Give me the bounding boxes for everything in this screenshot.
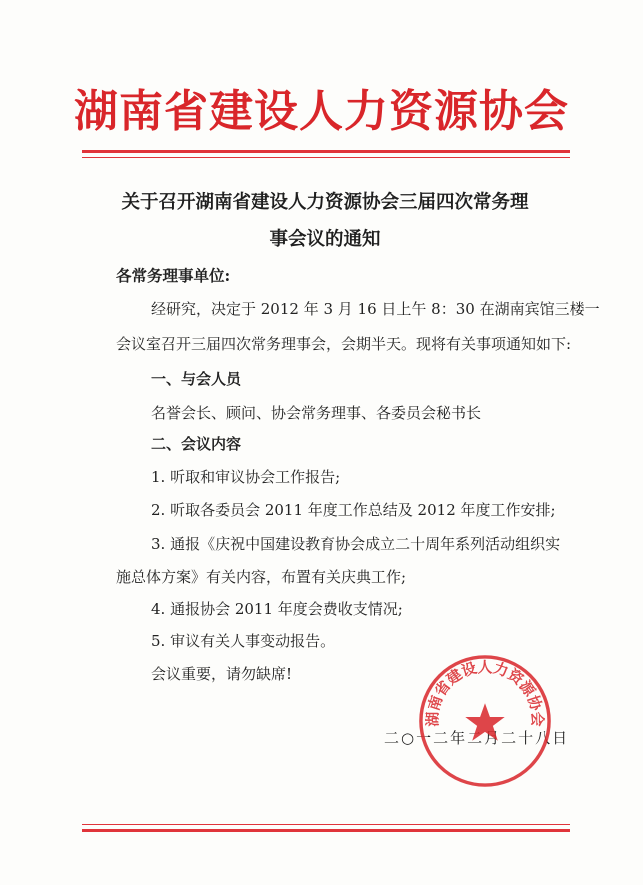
letterhead-divider-thick: [82, 150, 570, 153]
notice-title-line-2: 事会议的通知: [269, 229, 381, 250]
agenda-item-3-continued: 施总体方案》有关内容，布置有关庆典工作;: [116, 568, 407, 586]
intro-line-2: 会议室召开三届四次常务理事会，会期半天。现将有关事项通知如下:: [116, 335, 572, 353]
issue-date: 二○一二年二月二十八日: [384, 729, 570, 747]
agenda-item-3: 3. 通报《庆祝中国建设教育协会成立二十周年系列活动组织实: [151, 535, 561, 553]
seal-star-icon: [465, 703, 504, 740]
attendees-list: 名誉会长、顾问、协会常务理事、各委员会秘书长: [151, 404, 482, 422]
notice-title-line-1: 关于召开湖南省建设人力资源协会三届四次常务理: [121, 192, 529, 213]
seal-text: 湖南省建设人力资源协会: [424, 658, 546, 727]
org-letterhead: 湖南省建设人力资源协会: [74, 86, 569, 137]
salutation: 各常务理事单位:: [116, 266, 231, 285]
section-heading-agenda: 二、会议内容: [151, 435, 242, 453]
footer-divider-thin: [82, 824, 570, 825]
agenda-item-2: 2. 听取各委员会 2011 年度工作总结及 2012 年度工作安排;: [151, 501, 556, 519]
official-seal: [416, 652, 554, 790]
closing-remark: 会议重要，请勿缺席!: [151, 665, 293, 683]
letterhead-divider-thin: [82, 157, 570, 158]
agenda-item-1: 1. 听取和审议协会工作报告;: [151, 468, 341, 486]
section-heading-attendees: 一、与会人员: [151, 370, 242, 388]
notice-title: [110, 184, 540, 258]
footer-divider-thick: [82, 829, 570, 832]
agenda-item-5: 5. 审议有关人事变动报告。: [151, 632, 336, 650]
intro-line-1: 经研究，决定于 2012 年 3 月 16 日上午 8：30 在湖南宾馆三楼一: [151, 300, 600, 318]
agenda-item-4: 4. 通报协会 2011 年度会费收支情况;: [151, 600, 403, 618]
